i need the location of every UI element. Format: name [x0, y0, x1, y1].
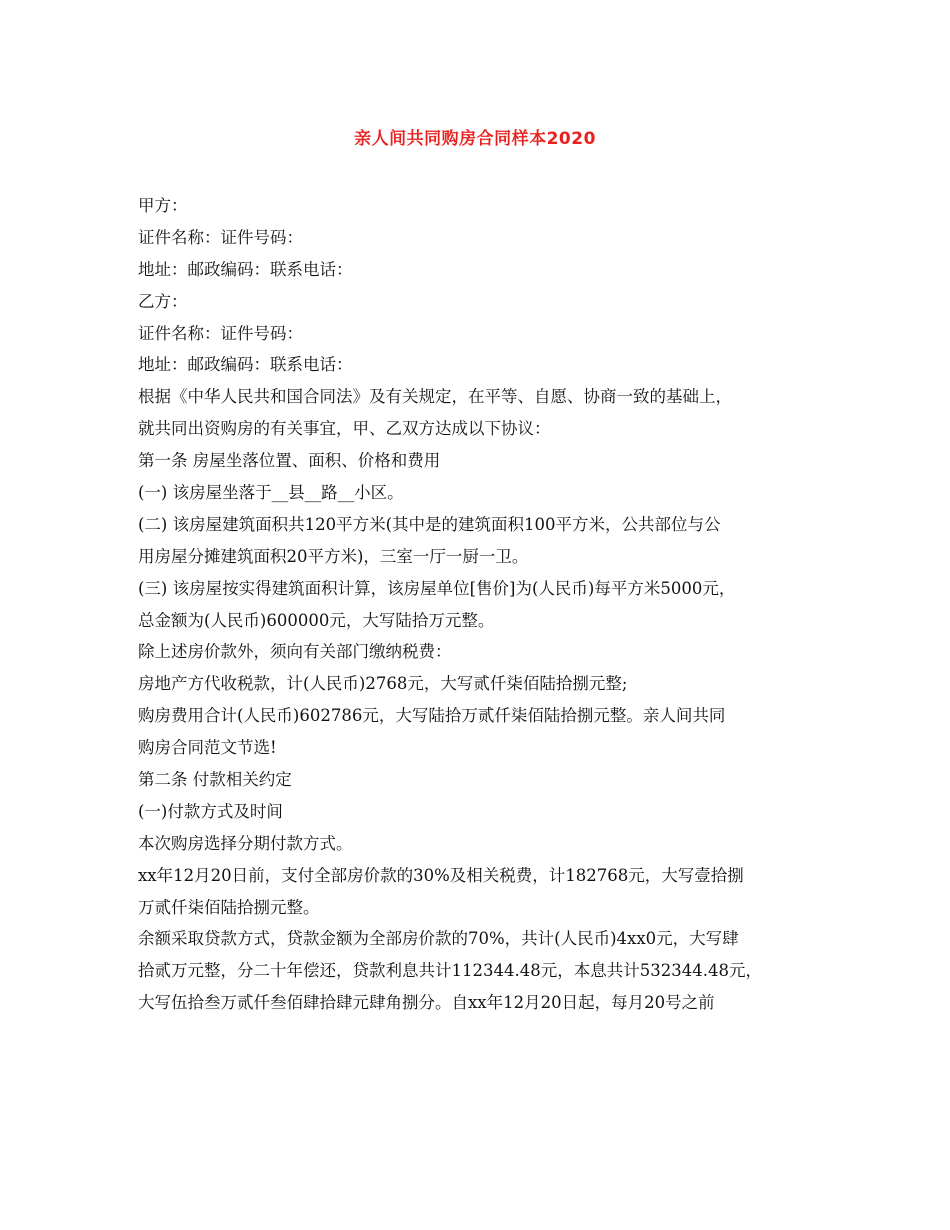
clause-line: (三) 该房屋按实得建筑面积计算，该房屋单位[售价]为(人民币)每平方米5000元， — [138, 578, 736, 598]
clause-line: 拾贰万元整，分二十年偿还，贷款利息共计112344.48元，本息共计532344.48元， — [138, 961, 762, 981]
party-b-id-line: 证件名称：证件号码： — [138, 323, 303, 343]
article-heading: 第一条 房屋坐落位置、面积、价格和费用 — [138, 451, 441, 471]
document-title: 亲人间共同购房合同样本2020 — [354, 129, 596, 149]
party-b-address-line: 地址：邮政编码：联系电话： — [138, 355, 353, 375]
clause-line: 房地产方代收税款，计(人民币)2768元，大写贰仟柒佰陆拾捌元整; — [138, 674, 628, 694]
clause-line: 用房屋分摊建筑面积20平方米)，三室一厅一厨一卫。 — [138, 546, 529, 566]
clause-line: (一) 该房屋坐落于__县__路__小区。 — [138, 483, 404, 503]
clause-line: 余额采取贷款方式，贷款金额为全部房价款的70%，共计(人民币)4xx0元，大写肆 — [138, 929, 739, 949]
clause-line: 本次购房选择分期付款方式。 — [138, 833, 353, 853]
clause-line: 购房合同范文节选! — [138, 738, 277, 758]
clause-line: 购房费用合计(人民币)602786元，大写陆拾万贰仟柒佰陆拾捌元整。亲人间共同 — [138, 706, 726, 726]
party-b-line: 乙方： — [138, 291, 188, 311]
document-body — [138, 190, 818, 1019]
party-a-id-line: 证件名称：证件号码： — [138, 227, 303, 247]
preamble-line: 根据《中华人民共和国合同法》及有关规定，在平等、自愿、协商一致的基础上， — [138, 387, 732, 407]
clause-line: 除上述房价款外，须向有关部门缴纳税费： — [138, 642, 452, 662]
clause-line: (二) 该房屋建筑面积共120平方米(其中是的建筑面积100平方米，公共部位与公 — [138, 514, 721, 534]
clause-line: (一)付款方式及时间 — [138, 801, 283, 821]
clause-line: xx年12月20日前，支付全部房价款的30%及相关税费，计182768元，大写壹拾捌 — [138, 865, 744, 885]
party-a-address-line: 地址：邮政编码：联系电话： — [138, 259, 353, 279]
clause-line: 总金额为(人民币)600000元，大写陆拾万元整。 — [138, 610, 495, 630]
party-a-line: 甲方： — [138, 196, 188, 215]
article-heading: 第二条 付款相关约定 — [138, 770, 292, 790]
clause-line: 大写伍拾叁万贰仟叁佰肆拾肆元肆角捌分。自xx年12月20日起，每月20号之前 — [138, 993, 715, 1013]
preamble-line: 就共同出资购房的有关事宜，甲、乙双方达成以下协议： — [138, 419, 551, 439]
clause-line: 万贰仟柒佰陆拾捌元整。 — [138, 897, 320, 917]
